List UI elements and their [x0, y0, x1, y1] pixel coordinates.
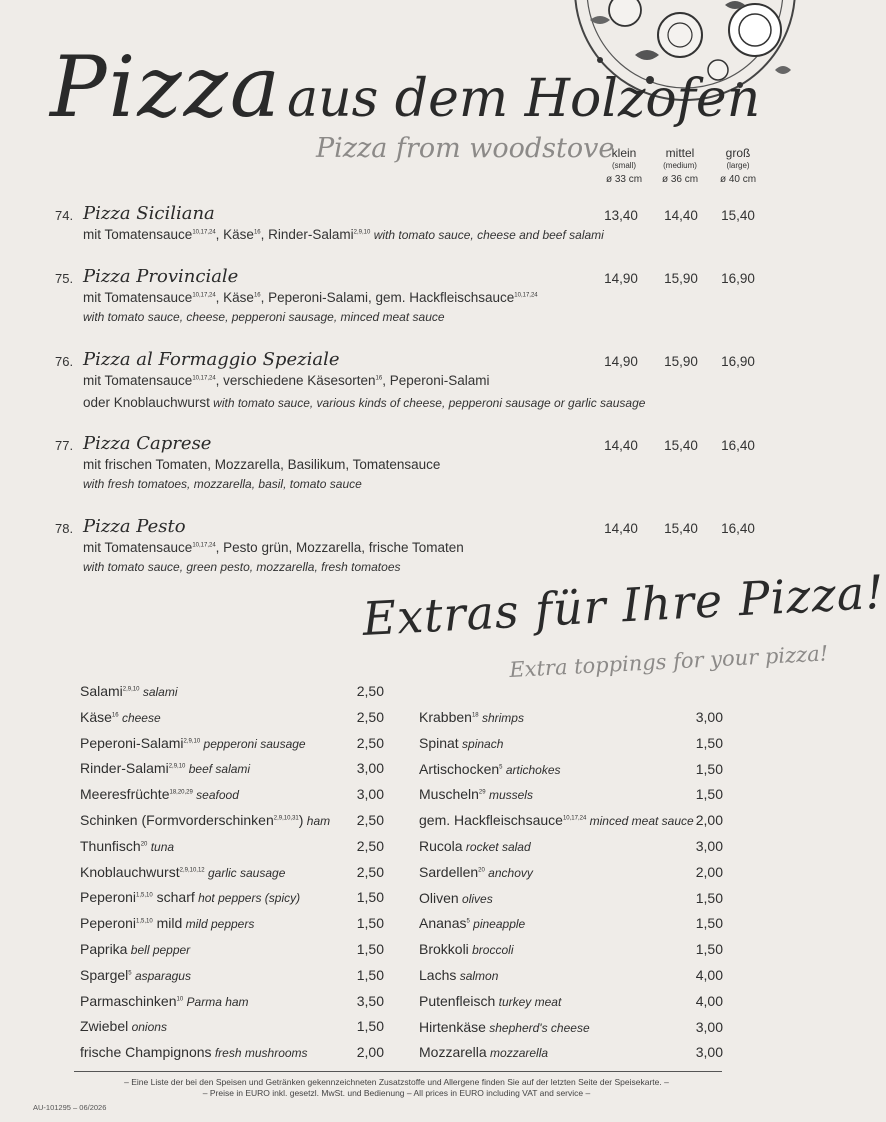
- pizza-number: 75.: [55, 271, 74, 286]
- extra-name: gem. Hackfleischsauce: [419, 812, 563, 829]
- extra-price: 2,00: [695, 812, 723, 829]
- extra-name-en: salmon: [456, 969, 499, 983]
- price-large: 16,40: [721, 438, 755, 453]
- extra-topping-row: [419, 915, 723, 937]
- extra-price: 2,50: [356, 683, 384, 699]
- extra-price: 3,00: [695, 1044, 723, 1061]
- pizza-number: 77.: [55, 438, 74, 453]
- extra-name-en: pepperoni sausage: [200, 736, 306, 751]
- price-medium: 15,90: [664, 354, 698, 369]
- extras-title: Extras für Ihre Pizza!: [361, 564, 886, 646]
- price-large: 16,40: [721, 521, 755, 536]
- extra-price: 3,00: [356, 760, 384, 777]
- pizza-description: mit Tomatensauce$^{10,17,24}$, Käse$^{16}$, Rinder-Salami$^{2,9,10}$ with tomato sauce, cheese and beef salami: [83, 227, 604, 242]
- extra-price: 1,50: [356, 966, 384, 983]
- pizza-name: Pizza al Formaggio Speziale: [83, 349, 340, 370]
- extra-name: Krabben: [419, 709, 472, 725]
- extra-topping-row: [80, 760, 384, 782]
- pizza-name: Pizza Caprese: [83, 433, 212, 454]
- extra-name: Schinken (Formvorderschinken: [80, 812, 274, 828]
- extra-topping-row: [80, 993, 384, 1015]
- extra-name-en: ham: [303, 814, 331, 828]
- extra-price: 2,00: [356, 1044, 384, 1061]
- price-small: 14,40: [604, 438, 638, 453]
- allergen-codes: 10,17,24: [562, 815, 587, 822]
- extra-name: Spargel: [80, 966, 129, 983]
- extra-price: 2,50: [356, 863, 384, 880]
- extra-name-en: hot peppers (spicy): [194, 891, 301, 906]
- price-small: 14,90: [604, 271, 638, 286]
- extra-name-en: spinach: [458, 736, 504, 751]
- extra-topping-row: [80, 709, 384, 731]
- extra-topping-row: [80, 941, 384, 963]
- price-medium: 14,40: [664, 208, 698, 223]
- pizza-description-en: with fresh tomatoes, mozzarella, basil, tomato sauce: [83, 477, 362, 491]
- allergen-codes: 5: [499, 763, 503, 770]
- extra-price: 3,50: [356, 992, 384, 1009]
- extra-name-en: onions: [128, 1020, 167, 1035]
- size-header-small: klein (small) ø 33 cm: [605, 146, 643, 185]
- allergen-codes: 2,9,10,31: [273, 815, 299, 822]
- extra-name: Putenfleisch: [419, 992, 496, 1009]
- extra-name: Meeresfrüchte: [80, 786, 170, 803]
- extra-name-en: asparagus: [131, 968, 191, 983]
- allergen-codes: 10: [176, 995, 184, 1002]
- allergen-codes: 1,5,10: [136, 892, 153, 899]
- extra-topping-row: [419, 993, 723, 1015]
- allergen-codes: 2,9,10: [183, 737, 201, 744]
- allergen-codes: 16: [111, 712, 119, 719]
- extra-price: 1,50: [356, 889, 384, 906]
- pizza-number: 78.: [55, 521, 74, 536]
- price-medium: 15,90: [664, 271, 698, 286]
- extra-topping-row: [419, 761, 723, 783]
- extra-name-en: shepherd's cheese: [485, 1020, 590, 1035]
- allergen-codes: 5: [128, 970, 132, 977]
- allergen-codes: 5: [466, 918, 470, 925]
- extra-topping-row: [80, 889, 384, 911]
- extra-price: 1,50: [695, 786, 723, 803]
- allergen-codes: 18: [471, 712, 479, 719]
- extra-name: Brokkoli: [419, 941, 469, 958]
- extra-topping-row: [80, 683, 384, 705]
- pizza-name: Pizza Siciliana: [83, 203, 215, 224]
- extra-topping-row: [80, 967, 384, 989]
- extra-topping-row: [419, 1044, 723, 1066]
- extra-name: Peperoni: [80, 915, 137, 932]
- allergen-codes: 2,9,10: [168, 763, 186, 770]
- extra-name: Paprika: [80, 941, 128, 957]
- extra-name-en: pineapple: [469, 917, 526, 932]
- price-medium: 15,40: [664, 438, 698, 453]
- pizza-name: Pizza Pesto: [83, 516, 186, 537]
- extra-name: Thunfisch: [80, 837, 141, 854]
- pizza-description-en: with tomato sauce, green pesto, mozzarella, fresh tomatoes: [83, 560, 401, 574]
- page-subtitle: Pizza from woodstove: [316, 133, 615, 164]
- extra-price: 1,50: [695, 915, 723, 932]
- pizza-description-line2: oder Knoblauchwurst with tomato sauce, various kinds of cheese, pepperoni sausage or garlic sausage: [83, 395, 646, 410]
- extra-topping-row: [80, 838, 384, 860]
- pizza-description: mit Tomatensauce$^{10,17,24}$, Käse$^{16}$, Peperoni-Salami, gem. Hackfleischsauce$^{10,17,24}$: [83, 290, 538, 305]
- price-large: 15,40: [721, 208, 755, 223]
- allergen-codes: 20: [478, 867, 485, 874]
- extra-price: 4,00: [695, 992, 723, 1009]
- size-header-large: groß (large) ø 40 cm: [719, 146, 757, 185]
- extra-name: Peperoni: [80, 889, 137, 906]
- pizza-description: mit Tomatensauce$^{10,17,24}$, verschiedene Käsesorten$^{16}$, Peperoni-Salami: [83, 373, 490, 388]
- extra-price: 1,50: [356, 1018, 384, 1035]
- price-small: 14,40: [604, 521, 638, 536]
- extra-name-en: beef salami: [185, 762, 251, 777]
- extra-price: 4,00: [695, 967, 723, 983]
- title-rest: aus dem Holzofen: [287, 69, 761, 129]
- extra-name-en: mild peppers: [182, 917, 255, 932]
- extra-price: 2,50: [356, 708, 384, 725]
- extra-name: Mozzarella: [419, 1044, 487, 1061]
- extra-topping-row: [419, 941, 723, 963]
- footer-price-note: – Preise in EURO inkl. gesetzl. MwSt. und Bedienung – All prices in EURO including VAT and service –: [202, 1088, 591, 1098]
- extra-price: 1,50: [695, 734, 723, 751]
- document-code: AU-101295 – 06/2026: [33, 1103, 107, 1112]
- extra-name-en: mussels: [485, 788, 533, 803]
- allergen-codes: 2,9,10,12: [179, 866, 205, 873]
- extra-name: Spinat: [419, 734, 459, 751]
- extra-topping-row: [419, 786, 723, 808]
- extra-topping-row: [80, 812, 384, 834]
- extra-name-en: olives: [458, 891, 493, 906]
- extra-topping-row: [80, 735, 384, 757]
- extra-name: Knoblauchwurst: [80, 863, 180, 880]
- extra-price: 1,50: [356, 941, 384, 957]
- pizza-description: mit Tomatensauce$^{10,17,24}$, Pesto grün, Mozzarella, frische Tomaten: [83, 540, 464, 555]
- extra-topping-row: [419, 735, 723, 757]
- allergen-codes: 29: [478, 789, 486, 796]
- price-medium: 15,40: [664, 521, 698, 536]
- extra-name: frische Champignons: [80, 1044, 212, 1061]
- extra-name-en: shrimps: [478, 711, 524, 725]
- extra-name: Ananas: [419, 915, 467, 932]
- extra-name: Artischocken: [419, 760, 500, 777]
- extra-name-en: anchovy: [484, 865, 533, 880]
- extra-name: Rinder-Salami: [80, 760, 169, 777]
- extra-name-en: broccoli: [468, 943, 514, 958]
- pizza-description-en: with tomato sauce, cheese and beef salami: [370, 228, 604, 242]
- extra-topping-row: [419, 1019, 723, 1041]
- extra-name: Rucola: [419, 838, 463, 854]
- extra-name-suffix: ): [298, 812, 304, 828]
- extra-name-suffix: scharf: [152, 889, 195, 906]
- extra-topping-row: [419, 709, 723, 731]
- extra-name-en: bell pepper: [127, 943, 191, 957]
- pizza-name: Pizza Provinciale: [83, 266, 239, 287]
- extra-name-en: turkey meat: [495, 994, 562, 1009]
- footer-divider: [74, 1071, 722, 1072]
- extra-price: 2,00: [695, 863, 723, 880]
- extra-topping-row: [80, 915, 384, 937]
- allergen-codes: 20: [140, 841, 148, 848]
- extra-price: 2,50: [356, 734, 384, 751]
- extra-name: Oliven: [419, 889, 459, 906]
- extra-price: 3,00: [695, 1018, 723, 1035]
- extra-name: Zwiebel: [80, 1018, 129, 1035]
- footer-allergen-note: – Eine Liste der bei den Speisen und Getränken gekennzeichneten Zusatzstoffe und Allergene finden Sie auf der letzten Seite der Speisekarte. –: [124, 1077, 669, 1087]
- extra-name: Hirtenkäse: [419, 1018, 486, 1035]
- extra-name: Muscheln: [419, 786, 479, 803]
- extra-price: 1,50: [695, 941, 723, 958]
- pizza-description-en: with tomato sauce, cheese, pepperoni sausage, minced meat sauce: [83, 310, 445, 324]
- extra-price: 1,50: [695, 889, 723, 906]
- extra-name-en: tuna: [147, 839, 175, 854]
- extra-topping-row: [80, 1044, 384, 1066]
- extra-name-en: minced meat sauce: [586, 814, 694, 829]
- title-main: Pizza: [50, 38, 282, 136]
- extra-name-en: mozzarella: [486, 1046, 549, 1061]
- extra-name-en: seafood: [192, 788, 239, 803]
- extra-price: 3,00: [356, 786, 384, 803]
- extra-name: Peperoni-Salami: [80, 734, 184, 751]
- allergen-codes: 2,9,10: [122, 686, 140, 693]
- allergen-codes: 1,5,10: [136, 918, 153, 925]
- extra-topping-row: [419, 838, 723, 860]
- extra-name-en: salami: [139, 685, 178, 699]
- pizza-number: 76.: [55, 354, 74, 369]
- price-large: 16,90: [721, 271, 755, 286]
- extra-name-en: fresh mushrooms: [211, 1046, 308, 1061]
- extra-price: 3,00: [695, 838, 723, 854]
- extra-name-en: artichokes: [502, 762, 561, 777]
- extra-topping-row: [419, 967, 723, 989]
- extra-price: 1,50: [356, 915, 384, 932]
- pizza-description-en: with tomato sauce, various kinds of cheese, pepperoni sausage or garlic sausage: [209, 396, 646, 410]
- extra-name-en: cheese: [118, 710, 161, 725]
- extra-topping-row: [419, 890, 723, 912]
- extra-topping-row: [419, 812, 723, 834]
- extra-name: Sardellen: [419, 863, 479, 880]
- price-large: 16,90: [721, 354, 755, 369]
- extra-topping-row: [80, 1018, 384, 1040]
- price-small: 13,40: [604, 208, 638, 223]
- extra-price: 2,50: [356, 837, 384, 854]
- extra-price: 1,50: [695, 760, 723, 777]
- extra-topping-row: [80, 864, 384, 886]
- price-small: 14,90: [604, 354, 638, 369]
- extra-name: Käse: [80, 708, 112, 725]
- page-title: [50, 38, 760, 136]
- extra-name-en: rocket salad: [462, 840, 531, 854]
- extra-name: Parmaschinken: [80, 992, 177, 1009]
- extra-price: 3,00: [695, 709, 723, 725]
- extra-price: 2,50: [356, 812, 384, 828]
- extra-topping-row: [80, 786, 384, 808]
- extra-name-suffix: mild: [152, 915, 183, 932]
- pizza-number: 74.: [55, 208, 74, 223]
- size-header-medium: mittel (medium) ø 36 cm: [661, 146, 699, 185]
- extra-name: Salami: [80, 683, 123, 699]
- extra-name-en: garlic sausage: [204, 865, 286, 880]
- pizza-description: mit frischen Tomaten, Mozzarella, Basilikum, Tomatensauce: [83, 457, 441, 472]
- extra-name-en: Parma ham: [183, 994, 249, 1009]
- extra-name: Lachs: [419, 967, 457, 983]
- allergen-codes: 18,20,29: [169, 789, 193, 796]
- extra-topping-row: [419, 864, 723, 886]
- extras-subtitle: Extra toppings for your pizza!: [508, 641, 829, 682]
